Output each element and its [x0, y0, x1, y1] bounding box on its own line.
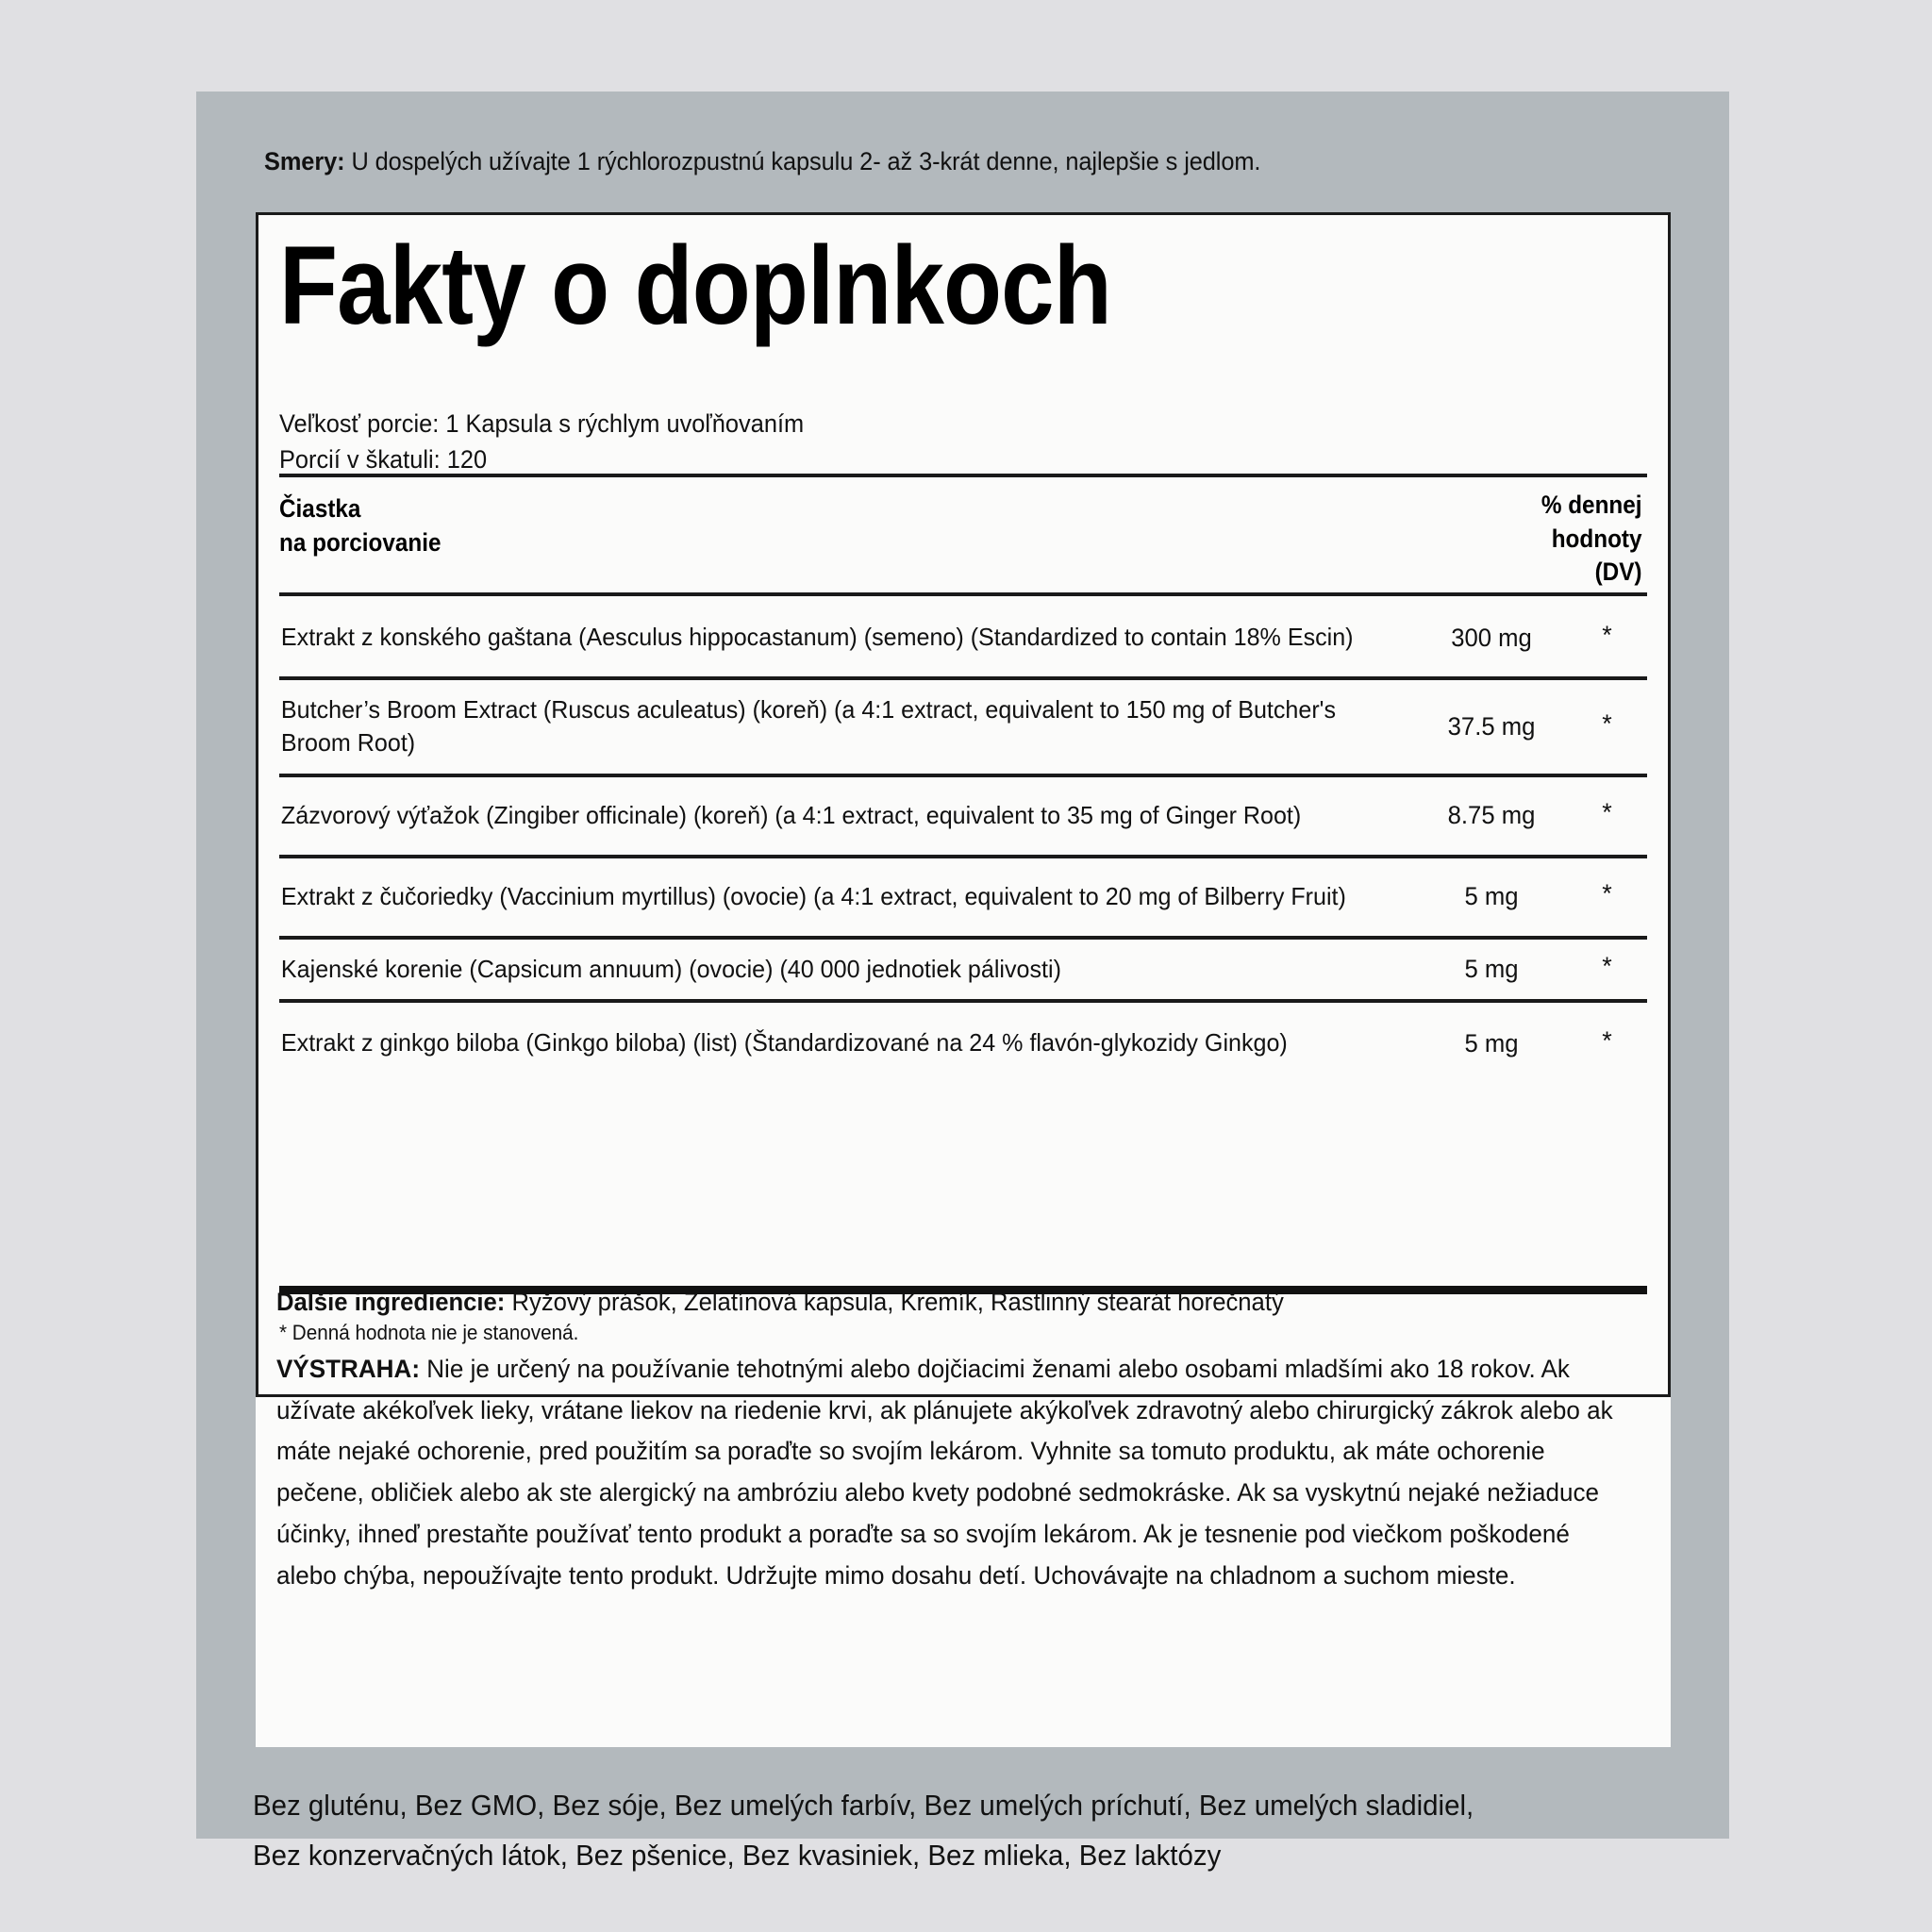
amount-header-line2: na porciovanie: [279, 527, 441, 557]
directions-text: U dospelých užívajte 1 rýchlorozpustnú kapsulu 2- až 3-krát denne, najlepšie s jedlom.: [344, 147, 1261, 175]
ingredient-name: Butcher’s Broom Extract (Ruscus aculeatus) (koreň) (a 4:1 extract, equivalent to 150 mg of Butcher's Broom Root): [280, 695, 1337, 758]
ingredient-name: Kajenské korenie (Capsicum annuum) (ovocie) (40 000 jednotiek pálivosti): [280, 954, 1061, 983]
directions-line: [264, 146, 1594, 178]
other-ingredients-text: Ryžový prášok, Želatínová kapsula, Kremík, Rastlinný stearát horečnatý: [505, 1288, 1284, 1316]
ingredient-amount: 5 mg: [1464, 954, 1519, 983]
table-row: [279, 777, 1647, 858]
table-row: [279, 1003, 1647, 1084]
ingredient-amount: 37.5 mg: [1447, 711, 1536, 741]
amount-header-line1: Čiastka: [279, 494, 361, 523]
daily-value-footnote: * Denná hodnota nie je stanovená.: [279, 1321, 579, 1344]
dv-header-line3: (DV): [1595, 558, 1642, 587]
ingredient-dv: *: [1602, 951, 1612, 980]
serving-size: Veľkosť porcie: 1 Kapsula s rýchlym uvoľňovaním: [279, 409, 805, 438]
dv-column-header: [1541, 489, 1642, 590]
ingredient-amount: 5 mg: [1464, 882, 1519, 911]
ingredient-name: Extrakt z ginkgo biloba (Ginkgo biloba) (list) (Štandardizované na 24 % flavón-glykozidy Ginkgo): [280, 1028, 1288, 1058]
table-row: [279, 680, 1647, 777]
warning-label: VÝSTRAHA:: [276, 1355, 421, 1383]
servings-per-container: Porcií v škatuli: 120: [279, 445, 488, 475]
ingredient-dv: *: [1602, 1025, 1612, 1055]
table-row: [279, 599, 1647, 680]
ingredient-table: [279, 599, 1647, 1084]
ingredient-amount: 300 mg: [1451, 623, 1532, 652]
other-ingredients-label: Ďalšie ingrediencie:: [276, 1288, 506, 1316]
warning-paragraph: [276, 1349, 1615, 1596]
table-header: [279, 489, 1647, 592]
rule-under-header: [279, 592, 1647, 596]
dv-header-line1: % dennej: [1541, 491, 1642, 519]
ingredient-name: Extrakt z čučoriedky (Vaccinium myrtillus) (ovocie) (a 4:1 extract, equivalent to 20 mg of Bilberry Fruit): [280, 882, 1346, 911]
other-ingredients: [276, 1286, 1585, 1319]
serving-info: [279, 407, 804, 479]
amount-column-header: [279, 492, 441, 559]
ingredient-dv: *: [1602, 620, 1612, 649]
rule-under-serving: [279, 474, 1647, 477]
free-from-line-1: Bez gluténu, Bez GMO, Bez sóje, Bez umelých farbív, Bez umelých príchutí, Bez umelých sladidiel,: [253, 1789, 1474, 1822]
ingredient-dv: *: [1602, 798, 1612, 827]
ingredient-name: Zázvorový výťažok (Zingiber officinale) (koreň) (a 4:1 extract, equivalent to 35 mg of Ginger Root): [280, 801, 1302, 830]
ingredient-name: Extrakt z konského gaštana (Aesculus hippocastanum) (semeno) (Standardized to contain 18% Escin): [280, 623, 1354, 652]
table-row: [279, 858, 1647, 940]
ingredient-amount: 8.75 mg: [1447, 801, 1536, 830]
free-from-claims: [253, 1780, 1633, 1881]
ingredient-amount: 5 mg: [1464, 1028, 1519, 1058]
dv-header-line2: hodnoty: [1552, 524, 1642, 553]
directions-label: Smery:: [264, 147, 345, 175]
free-from-line-2: Bez konzervačných látok, Bez pšenice, Bez kvasiniek, Bez mlieka, Bez laktózy: [253, 1839, 1222, 1873]
table-row: [279, 940, 1647, 1003]
ingredient-dv: *: [1602, 879, 1612, 908]
ingredient-dv: *: [1602, 708, 1612, 738]
supplement-label-panel: [196, 92, 1729, 1873]
supplement-facts-box: [256, 212, 1671, 1397]
page-title: Fakty o doplnkoch: [279, 224, 1111, 348]
warning-text: Nie je určený na používanie tehotnými alebo dojčiacimi ženami alebo osobami mladšími ako 18 rokov. Ak užívate akékoľvek lieky, vrátane liekov na riedenie krvi, ak plánujete akýkoľvek zdravotný alebo chirurgický zákrok alebo ak máte nejaké ochorenie, pred použitím sa poraďte so svojím lekárom. Vyhnite sa tomuto produktu, ak máte ochorenie pečene, obličiek alebo ak ste alergický na ambróziu alebo kvety podobné sedmokráske. Ak sa vyskytnú nejaké nežiaduce účinky, ihneď prestaňte používať tento produkt a poraďte sa so svojím lekárom. Ak je tesnenie pod viečkom poškodené alebo chýba, nepoužívajte tento produkt. Udržujte mimo dosahu detí. Uchovávajte na chladnom a suchom mieste.: [276, 1355, 1613, 1590]
